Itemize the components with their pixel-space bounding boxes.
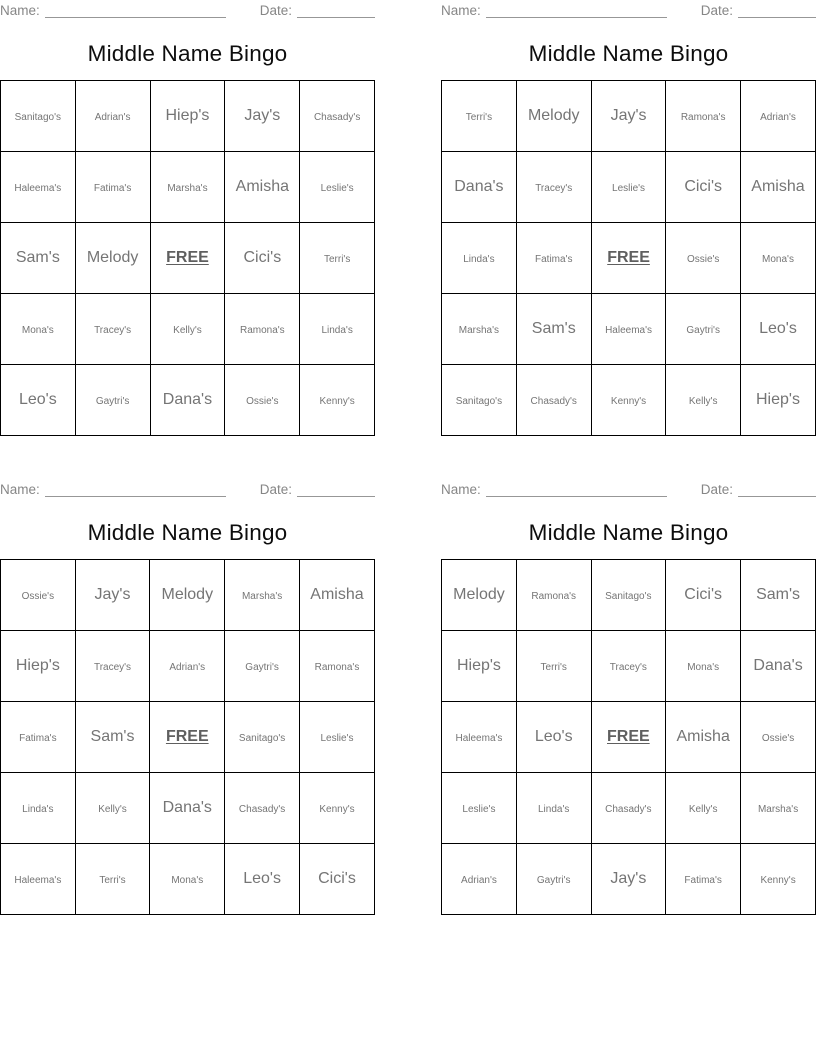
name-field [441,3,667,18]
name-field [0,482,226,497]
bingo-cell-label: Jay's [610,107,647,124]
bingo-cell [150,773,225,844]
bingo-cell [591,773,666,844]
card-title: Middle Name Bingo [87,41,288,66]
bingo-cell-label: Adrian's [94,112,131,123]
bingo-cell [741,773,816,844]
bingo-cell-label: Cici's [243,249,282,266]
bingo-cell [442,294,517,365]
date-label: Date: [700,482,733,497]
bingo-cell-label: Terri's [465,112,493,123]
bingo-row [1,773,375,844]
bingo-cell [1,631,76,702]
bingo-cell [740,365,815,436]
bingo-cell-label: Linda's [538,804,570,815]
bingo-row [1,631,375,702]
bingo-cell-label: Leo's [18,391,57,408]
bingo-cell [442,631,517,702]
card-header [0,482,375,497]
bingo-row [1,702,375,773]
bingo-cell [741,702,816,773]
bingo-cell [75,702,150,773]
bingo-cell [666,152,741,223]
bingo-cell [150,631,225,702]
bingo-cell [591,560,666,631]
bingo-cell-label: Marsha's [757,804,799,815]
bingo-cell [666,702,741,773]
bingo-cell [225,560,300,631]
bingo-cell-label: Melody [527,107,580,124]
bingo-row [1,152,375,223]
name-label: Name: [0,482,40,497]
bingo-cell-label: Hiep's [15,657,60,674]
bingo-cell-label: Linda's [22,804,54,815]
bingo-grid [441,559,816,915]
bingo-cell [666,844,741,915]
free-cell [591,223,666,294]
bingo-cell-label: Mona's [21,325,54,336]
date-field [701,482,816,497]
bingo-cell-label: Kenny's [319,804,355,815]
name-field [441,482,667,497]
bingo-cell-label: Sanitago's [238,733,286,744]
bingo-row [442,560,816,631]
bingo-cell [516,560,591,631]
bingo-cell-label: Kelly's [688,396,718,407]
bingo-cell-label: Leo's [243,870,281,887]
bingo-cell-label: Mona's [762,254,794,265]
bingo-cell-label: Tracey's [535,183,573,194]
bingo-cell [666,223,741,294]
bingo-cell [1,365,76,436]
bingo-cell [442,152,517,223]
bingo-cell [225,81,300,152]
bingo-row [442,702,816,773]
bingo-cell [75,844,150,915]
bingo-cell-label: Dana's [162,799,212,816]
bingo-row [442,844,816,915]
bingo-cell [75,560,150,631]
bingo-cell [299,560,374,631]
bingo-cell-label: Cici's [684,178,723,195]
bingo-row [442,81,816,152]
bingo-cell-label: Kelly's [98,804,127,815]
bingo-cell [75,631,150,702]
bingo-cell-label: Kenny's [610,396,647,407]
bingo-cell-label: Leslie's [462,804,496,815]
bingo-row [1,223,375,294]
bingo-cell [225,365,300,436]
bingo-cell-label: Fatima's [684,875,722,886]
bingo-cell [299,844,374,915]
bingo-cell-label: Chasady's [238,804,286,815]
date-blank-line [297,4,375,18]
bingo-grid [441,80,816,436]
bingo-cell [591,294,666,365]
bingo-cell [75,773,150,844]
bingo-cell-label: Cici's [318,870,356,887]
bingo-card-top-right [441,3,816,436]
bingo-cell [516,365,591,436]
name-blank-line [486,483,667,497]
bingo-cell-label: Dana's [753,657,803,674]
bingo-row [1,365,375,436]
bingo-card-top-left [0,3,375,436]
bingo-cell-label: Linda's [321,325,353,336]
bingo-cell [225,152,300,223]
bingo-cell [1,81,76,152]
bingo-cell [740,152,815,223]
bingo-cell-label: Mona's [687,662,720,673]
bingo-cell-label: Sam's [531,320,576,337]
free-cell [150,702,225,773]
bingo-cell [300,294,375,365]
bingo-cell [1,773,76,844]
bingo-cell [666,773,741,844]
bingo-cell [516,223,591,294]
bingo-cell-label: Melody [161,586,214,603]
bingo-cell [75,294,150,365]
bingo-cell-label: Cici's [684,586,723,603]
card-header [441,3,816,18]
bingo-cell-label: Fatima's [535,254,573,265]
bingo-cell-label: Ramona's [531,591,577,602]
bingo-cell-label: Jay's [610,870,647,887]
bingo-cell-label: Sam's [90,728,135,745]
free-cell-label: FREE [166,249,209,266]
bingo-row [442,365,816,436]
bingo-cell-label: Haleema's [605,325,653,336]
bingo-cell [591,152,666,223]
bingo-cell-label: Haleema's [455,733,503,744]
bingo-cell-label: Melody [453,586,505,603]
name-field [0,3,226,18]
bingo-row [1,81,375,152]
bingo-cell [299,702,374,773]
bingo-cell-label: Chasady's [530,396,577,407]
bingo-cell [516,773,591,844]
date-label: Date: [700,3,733,18]
name-blank-line [45,483,226,497]
bingo-row [1,560,375,631]
bingo-cell [150,560,225,631]
bingo-cell [1,702,76,773]
bingo-row [1,294,375,365]
bingo-cell [75,365,150,436]
bingo-cell-label: Dana's [162,391,213,408]
bingo-cell-label: Ossie's [761,733,795,744]
bingo-cell [591,365,666,436]
bingo-cell [442,702,517,773]
date-label: Date: [259,3,292,18]
bingo-cell [300,152,375,223]
bingo-cell [741,844,816,915]
bingo-cell-label: Fatima's [19,733,57,744]
free-cell-label: FREE [165,728,209,745]
bingo-cell-label: Terri's [99,875,126,886]
bingo-cell-label: Sam's [756,586,801,603]
bingo-cell-label: Kelly's [688,804,718,815]
bingo-cell-label: Chasady's [313,112,361,123]
bingo-cell-label: Adrian's [169,662,206,673]
bingo-cell-label: Tracey's [94,325,132,336]
bingo-cell-label: Chasady's [605,804,652,815]
bingo-cell-label: Sanitago's [455,396,503,407]
bingo-cell-label: Hiep's [756,391,800,408]
card-header [441,482,816,497]
bingo-card-bottom-right [441,482,816,915]
name-blank-line [486,4,667,18]
bingo-cell-label: Gaytri's [95,396,130,407]
bingo-cell-label: Kenny's [760,875,796,886]
bingo-cell-label: Gaytri's [245,662,279,673]
bingo-cell [150,365,225,436]
bingo-cell [225,844,300,915]
card-title: Middle Name Bingo [528,520,729,545]
free-cell-label: FREE [607,728,650,745]
bingo-cell [442,844,517,915]
bingo-cell [591,81,666,152]
bingo-cell-label: Adrian's [760,112,796,123]
bingo-cell [516,152,591,223]
bingo-cell [591,844,666,915]
bingo-cell-label: Tracey's [609,662,647,673]
bingo-cell-label: Adrian's [461,875,497,886]
bingo-cell [75,81,150,152]
bingo-cell [516,294,591,365]
bingo-cell [1,223,76,294]
free-cell [591,702,666,773]
name-label: Name: [0,3,40,18]
bingo-cell [1,844,76,915]
bingo-cell [300,81,375,152]
bingo-cell [740,81,815,152]
bingo-cell-label: Kenny's [319,396,355,407]
bingo-grid [0,80,375,436]
date-field [701,3,816,18]
bingo-cell [740,223,815,294]
bingo-cell [442,223,517,294]
bingo-cell [75,152,150,223]
bingo-cell [740,294,815,365]
date-blank-line [297,483,375,497]
bingo-cell-label: Amisha [751,178,805,195]
card-title: Middle Name Bingo [87,520,288,545]
date-blank-line [738,4,816,18]
bingo-cell [300,365,375,436]
bingo-cell-label: Marsha's [167,183,208,194]
bingo-cell [591,631,666,702]
bingo-cell-label: Gaytri's [686,325,720,336]
bingo-cell [1,294,76,365]
bingo-cell-label: Marsha's [241,591,283,602]
name-blank-line [45,4,226,18]
bingo-cell [516,631,591,702]
date-field [260,3,375,18]
bingo-cell [741,631,816,702]
bingo-cell-label: Terri's [540,662,567,673]
bingo-cell-label: Leslie's [612,183,646,194]
bingo-cell-label: Amisha [235,178,289,195]
bingo-cell [150,844,225,915]
bingo-cell [1,560,76,631]
name-label: Name: [441,3,481,18]
date-blank-line [738,483,816,497]
bingo-cell [225,702,300,773]
name-label: Name: [441,482,481,497]
free-cell-label: FREE [607,249,650,266]
bingo-cell [225,631,300,702]
bingo-cell-label: Ossie's [21,591,55,602]
bingo-cell-label: Marsha's [458,325,500,336]
bingo-cell [1,152,76,223]
bingo-row [442,773,816,844]
bingo-cell [150,152,225,223]
bingo-cell-label: Haleema's [14,183,62,194]
date-label: Date: [259,482,292,497]
bingo-cell-label: Ossie's [686,254,720,265]
bingo-grid [0,559,375,915]
bingo-cell-label: Leslie's [320,733,354,744]
bingo-cell-label: Hiep's [456,657,501,674]
card-header [0,3,375,18]
bingo-cell-label: Tracey's [93,662,132,673]
bingo-cell-label: Ramona's [239,325,285,336]
bingo-cell [442,773,517,844]
bingo-cell-label: Amisha [310,586,364,603]
bingo-cell [741,560,816,631]
bingo-cell-label: Sam's [15,249,60,266]
bingo-cell [225,773,300,844]
bingo-row [442,294,816,365]
bingo-cell [666,81,741,152]
bingo-cell-label: Dana's [454,178,504,195]
bingo-cell [150,81,225,152]
bingo-cell [442,81,517,152]
bingo-cell-label: Jay's [94,586,131,603]
bingo-cell [516,81,591,152]
bingo-cell [225,223,300,294]
bingo-cell [442,560,517,631]
bingo-row [442,152,816,223]
bingo-cell-label: Ossie's [246,396,279,407]
card-title: Middle Name Bingo [528,41,729,66]
bingo-cell [299,631,374,702]
free-cell [150,223,225,294]
bingo-cell-label: Mona's [171,875,204,886]
date-field [260,482,375,497]
bingo-cell-label: Haleema's [14,875,62,886]
bingo-cell [666,365,741,436]
bingo-cell-label: Jay's [244,107,281,124]
bingo-cell-label: Leo's [534,728,573,745]
bingo-cell [150,294,225,365]
bingo-cell [75,223,150,294]
bingo-cell-label: Sanitago's [605,591,652,602]
bingo-cell [516,844,591,915]
bingo-cell [516,702,591,773]
bingo-cell [666,294,741,365]
bingo-cell-label: Gaytri's [536,875,571,886]
bingo-row [442,223,816,294]
bingo-cell-label: Hiep's [165,107,210,124]
bingo-cell-label: Ramona's [680,112,726,123]
bingo-cell [225,294,300,365]
bingo-cell [666,560,741,631]
bingo-cell-label: Terri's [323,254,351,265]
bingo-cell-label: Sanitago's [14,112,62,123]
bingo-cell-label: Kelly's [173,325,202,336]
bingo-card-bottom-left [0,482,375,915]
bingo-cell [666,631,741,702]
bingo-row [442,631,816,702]
bingo-cell-label: Leslie's [320,183,354,194]
bingo-cell [442,365,517,436]
bingo-cell-label: Leo's [759,320,797,337]
bingo-cell-label: Amisha [676,728,730,745]
bingo-cell-label: Fatima's [93,183,132,194]
bingo-cell-label: Linda's [463,254,495,265]
bingo-cell [299,773,374,844]
bingo-cell-label: Melody [86,249,139,266]
bingo-cell [300,223,375,294]
bingo-cell-label: Ramona's [314,662,360,673]
bingo-row [1,844,375,915]
